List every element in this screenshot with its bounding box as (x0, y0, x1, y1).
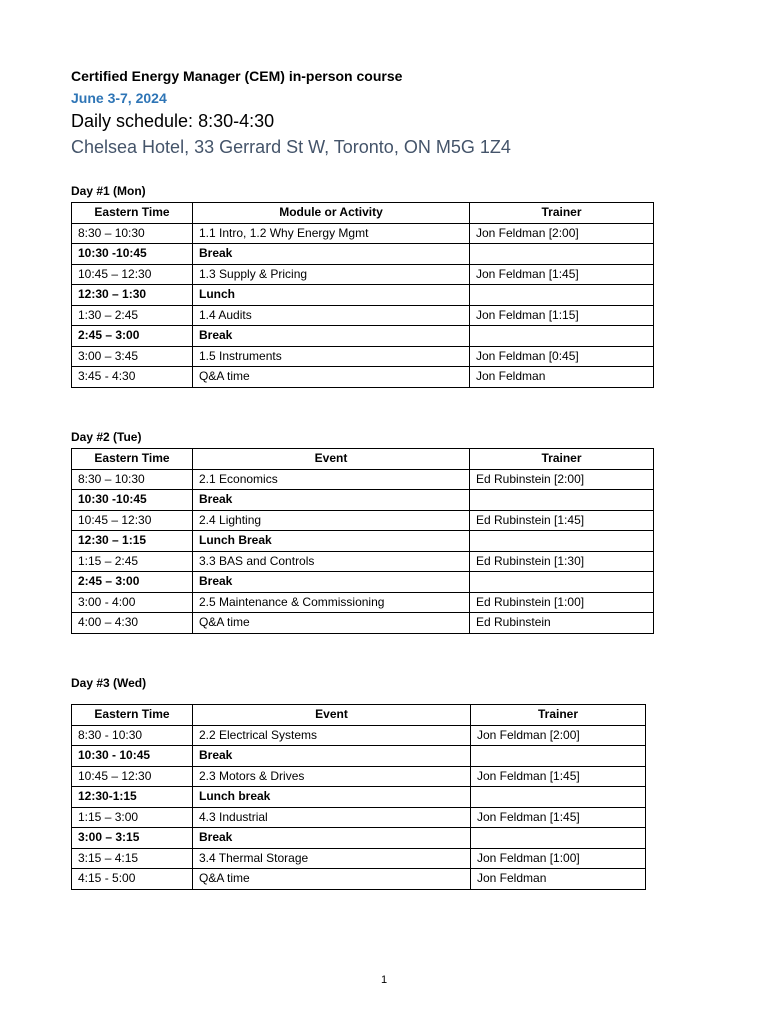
time-cell: 10:30 - 10:45 (72, 746, 193, 767)
event-cell: Break (193, 490, 470, 511)
event-cell: Q&A time (193, 613, 470, 634)
trainer-cell: Ed Rubinstein (470, 613, 654, 634)
table-header-row (72, 203, 654, 224)
trainer-cell: Jon Feldman [1:15] (470, 305, 654, 326)
time-cell: 10:30 -10:45 (72, 490, 193, 511)
table-row (72, 305, 654, 326)
trainer-cell (471, 828, 646, 849)
trainer-cell (470, 285, 654, 306)
time-cell: 3:00 - 4:00 (72, 592, 193, 613)
table-row-break (72, 572, 654, 593)
trainer-cell: Jon Feldman [2:00] (470, 223, 654, 244)
trainer-cell (470, 244, 654, 265)
event-cell: Break (193, 244, 470, 265)
day-1-label: Day #1 (Mon) (71, 184, 146, 198)
venue-address: Chelsea Hotel, 33 Gerrard St W, Toronto, ON M5G 1Z4 (71, 137, 511, 157)
day-3-label: Day #3 (Wed) (71, 676, 147, 690)
event-cell: 2.4 Lighting (193, 510, 470, 531)
event-cell: Lunch break (193, 787, 471, 808)
trainer-cell (471, 787, 646, 808)
time-cell: 2:45 – 3:00 (72, 572, 193, 593)
trainer-cell (470, 490, 654, 511)
table-row (72, 469, 654, 490)
table-row-break (72, 828, 646, 849)
table-header-row (72, 449, 654, 470)
event-cell: 1.1 Intro, 1.2 Why Energy Mgmt (193, 223, 470, 244)
table-row-break (72, 490, 654, 511)
table-row-break (72, 244, 654, 265)
course-dates: June 3-7, 2024 (71, 90, 167, 106)
time-cell: 10:30 -10:45 (72, 244, 193, 265)
event-cell: 3.4 Thermal Storage (193, 848, 471, 869)
trainer-cell: Ed Rubinstein [1:45] (470, 510, 654, 531)
time-cell: 4:00 – 4:30 (72, 613, 193, 634)
event-cell: Lunch (193, 285, 470, 306)
time-cell: 12:30 – 1:15 (72, 531, 193, 552)
time-cell: 10:45 – 12:30 (72, 264, 193, 285)
column-header-event: Event (193, 705, 471, 726)
day-3-schedule-table (71, 704, 646, 890)
time-cell: 2:45 – 3:00 (72, 326, 193, 347)
column-header-trainer: Trainer (470, 203, 654, 224)
time-cell: 1:15 – 2:45 (72, 551, 193, 572)
event-cell: 1.4 Audits (193, 305, 470, 326)
time-cell: 10:45 – 12:30 (72, 510, 193, 531)
table-row (72, 264, 654, 285)
event-cell: Break (193, 326, 470, 347)
trainer-cell: Jon Feldman (470, 367, 654, 388)
time-cell: 1:30 – 2:45 (72, 305, 193, 326)
time-cell: 8:30 - 10:30 (72, 725, 193, 746)
time-cell: 3:45 - 4:30 (72, 367, 193, 388)
table-row (72, 725, 646, 746)
time-cell: 8:30 – 10:30 (72, 469, 193, 490)
table-row (72, 346, 654, 367)
table-row (72, 551, 654, 572)
column-header-time: Eastern Time (72, 449, 193, 470)
event-cell: 2.3 Motors & Drives (193, 766, 471, 787)
trainer-cell: Ed Rubinstein [2:00] (470, 469, 654, 490)
trainer-cell: Jon Feldman [1:00] (471, 848, 646, 869)
table-row (72, 766, 646, 787)
trainer-cell (470, 572, 654, 593)
trainer-cell: Jon Feldman [2:00] (471, 725, 646, 746)
time-cell: 3:00 – 3:45 (72, 346, 193, 367)
trainer-cell: Jon Feldman [1:45] (471, 807, 646, 828)
table-row (72, 592, 654, 613)
event-cell: 1.3 Supply & Pricing (193, 264, 470, 285)
trainer-cell (470, 326, 654, 347)
trainer-cell: Jon Feldman [1:45] (470, 264, 654, 285)
table-header-row (72, 705, 646, 726)
event-cell: Q&A time (193, 869, 471, 890)
table-row (72, 848, 646, 869)
event-cell: 4.3 Industrial (193, 807, 471, 828)
table-row (72, 613, 654, 634)
column-header-event: Event (193, 449, 470, 470)
column-header-time: Eastern Time (72, 705, 193, 726)
trainer-cell: Jon Feldman [1:45] (471, 766, 646, 787)
table-row (72, 367, 654, 388)
time-cell: 12:30-1:15 (72, 787, 193, 808)
table-row-break (72, 326, 654, 347)
time-cell: 1:15 – 3:00 (72, 807, 193, 828)
event-cell: 2.5 Maintenance & Commissioning (193, 592, 470, 613)
trainer-cell (470, 531, 654, 552)
table-row (72, 510, 654, 531)
table-row-break (72, 787, 646, 808)
event-cell: Break (193, 746, 471, 767)
daily-schedule-hours: Daily schedule: 8:30-4:30 (71, 111, 275, 131)
trainer-cell: Ed Rubinstein [1:00] (470, 592, 654, 613)
column-header-time: Eastern Time (72, 203, 193, 224)
event-cell: Break (193, 572, 470, 593)
page-title: Certified Energy Manager (CEM) in-person course (71, 68, 403, 84)
event-cell: 1.5 Instruments (193, 346, 470, 367)
day-2-label: Day #2 (Tue) (71, 430, 142, 444)
time-cell: 3:00 – 3:15 (72, 828, 193, 849)
trainer-cell (471, 746, 646, 767)
event-cell: 2.2 Electrical Systems (193, 725, 471, 746)
column-header-trainer: Trainer (470, 449, 654, 470)
table-row-break (72, 746, 646, 767)
table-row-break (72, 531, 654, 552)
time-cell: 12:30 – 1:30 (72, 285, 193, 306)
event-cell: 2.1 Economics (193, 469, 470, 490)
column-header-activity: Module or Activity (193, 203, 470, 224)
day-1-schedule-table (71, 202, 654, 388)
column-header-trainer: Trainer (471, 705, 646, 726)
time-cell: 3:15 – 4:15 (72, 848, 193, 869)
event-cell: Lunch Break (193, 531, 470, 552)
time-cell: 10:45 – 12:30 (72, 766, 193, 787)
time-cell: 4:15 - 5:00 (72, 869, 193, 890)
trainer-cell: Jon Feldman (471, 869, 646, 890)
table-row-break (72, 285, 654, 306)
event-cell: Q&A time (193, 367, 470, 388)
page-number: 1 (380, 974, 388, 986)
trainer-cell: Jon Feldman [0:45] (470, 346, 654, 367)
day-2-schedule-table (71, 448, 654, 634)
table-row (72, 223, 654, 244)
trainer-cell: Ed Rubinstein [1:30] (470, 551, 654, 572)
event-cell: 3.3 BAS and Controls (193, 551, 470, 572)
time-cell: 8:30 – 10:30 (72, 223, 193, 244)
event-cell: Break (193, 828, 471, 849)
table-row (72, 869, 646, 890)
table-row (72, 807, 646, 828)
